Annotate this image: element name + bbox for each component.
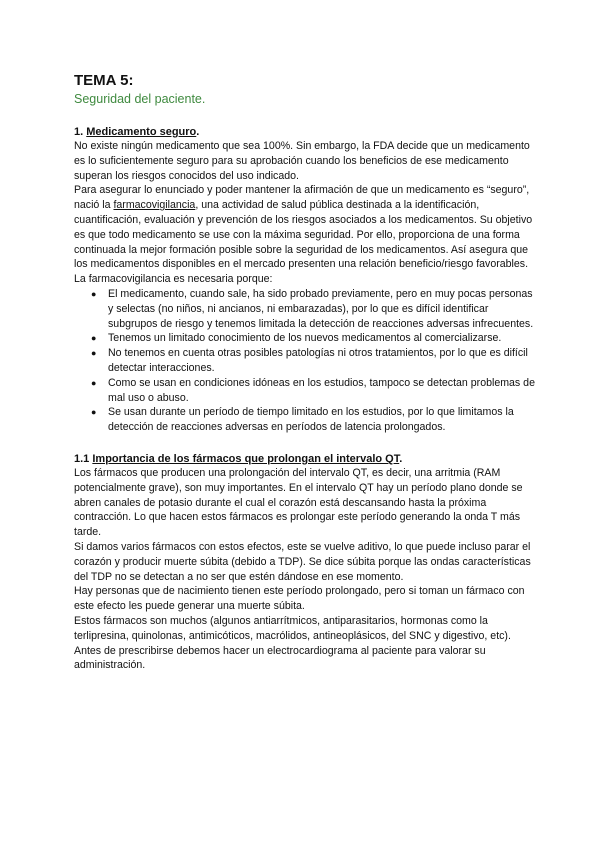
- section-intervalo-qt: [74, 452, 540, 673]
- paragraph-text: Para asegurar lo enunciado y poder mantener la afirmación de que un medicamento es “seguro”, nació la: [74, 184, 530, 212]
- section-heading-text: Importancia de los fármacos que prolongan el intervalo QT: [92, 452, 400, 465]
- list-item-text: El medicamento, cuando sale, ha sido probado previamente, pero en muy pocas personas y selectas (no niños, ni ancianos, ni embarazadas), por lo que es difícil identificar subgrupos de riesgo y tenemos limitada la detección de reacciones adversas infrecuentes.: [108, 287, 534, 330]
- paragraph: La farmacovigilancia es necesaria porque:: [74, 273, 273, 286]
- page-subtitle: Seguridad del paciente.: [74, 92, 206, 106]
- list-item-text: No tenemos en cuenta otras posibles patologías ni otros tratamientos, por lo que es difícil detectar interacciones.: [108, 347, 528, 374]
- section-heading: [74, 452, 540, 466]
- paragraph: Estos fármacos son muchos (algunos antiarrítmicos, antiparasitarios, hormonas como la terlipresina, quinolonas, antimicóticos, macrólidos, antineoplásicos, del SNC y digestivo, etc). Antes de prescribirse debemos hacer un electrocardiograma al paciente para valorar su administración.: [74, 614, 511, 672]
- section-number: 1.1: [74, 452, 90, 465]
- paragraph: Los fármacos que producen una prolongación del intervalo QT, es decir, una arritmia (RAM potencialmente grave), son muy importantes. En el intervalo QT hay un período plano donde se abren canales de potasio durante el cual el corazón está descansando hasta la próxima contracción. Lo que hacen estos fármacos es prolongar este período generando la onda T más tarde.: [74, 466, 523, 539]
- bullet-icon: ●: [91, 377, 97, 388]
- section-heading-end: .: [399, 452, 403, 465]
- farmacovigilancia-link[interactable]: farmacovigilancia: [113, 199, 196, 212]
- page-title: TEMA 5:: [74, 72, 134, 89]
- paragraph: Si damos varios fármacos con estos efectos, este se vuelve aditivo, lo que puede incluso parar el corazón y producir muerte súbita (debido a TDP). Se dice súbita porque las ondas características del TDP no se detectan a no ser que estén dándose en ese momento.: [74, 540, 531, 583]
- section-heading-text: Medicamento seguro: [86, 126, 197, 138]
- bullet-icon: ●: [91, 333, 97, 344]
- list-item-text: Como se usan en condiciones idóneas en los estudios, tampoco se detectan problemas de mal uso o abuso.: [108, 376, 535, 404]
- bullet-icon: ●: [91, 288, 97, 299]
- bullet-list: [74, 287, 540, 435]
- list-item: [91, 376, 540, 406]
- paragraph: No existe ningún medicamento que sea 100%. Sin embargo, la FDA decide que un medicamento es lo suficientemente seguro para su aprobación cuando los beneficios de ese medicamento superan los riesgos conocidos del uso indicado.: [74, 140, 530, 182]
- section-number: 1.: [74, 126, 84, 138]
- paragraph: [74, 183, 540, 272]
- list-item-text: Tenemos un limitado conocimiento de los nuevos medicamentos al comercializarse.: [108, 332, 502, 345]
- list-item: [91, 287, 540, 331]
- paragraph-text: , una actividad de salud pública destinada a la identificación, cuantificación, evaluación y prevención de los riesgos asociados a los medicamentos. Su objetivo es que todo medicamento se use con la máxima seguridad. Por ello, proporciona de una forma continuada la mejor formación posible sobre la seguridad de los medicamentos. Así asegura que los medicamentos disponibles en el mercado presenten una relación beneficio/riesgo favorables.: [74, 199, 533, 271]
- list-item-text: Se usan durante un período de tiempo limitado en los estudios, por lo que limitamos la detección de reacciones adversas en períodos de latencia prolongados.: [108, 406, 514, 434]
- bullet-icon: ●: [91, 348, 97, 359]
- section-medicamento-seguro: [74, 125, 540, 435]
- section-heading: [74, 125, 540, 139]
- list-item: [91, 346, 540, 376]
- paragraph: Hay personas que de nacimiento tienen este período prolongado, pero si toman un fármaco con este efecto les puede generar una muerte súbita.: [74, 585, 525, 613]
- section-heading-end: .: [196, 126, 200, 138]
- list-item: [91, 331, 540, 346]
- list-item: [91, 405, 540, 435]
- bullet-icon: ●: [91, 407, 97, 418]
